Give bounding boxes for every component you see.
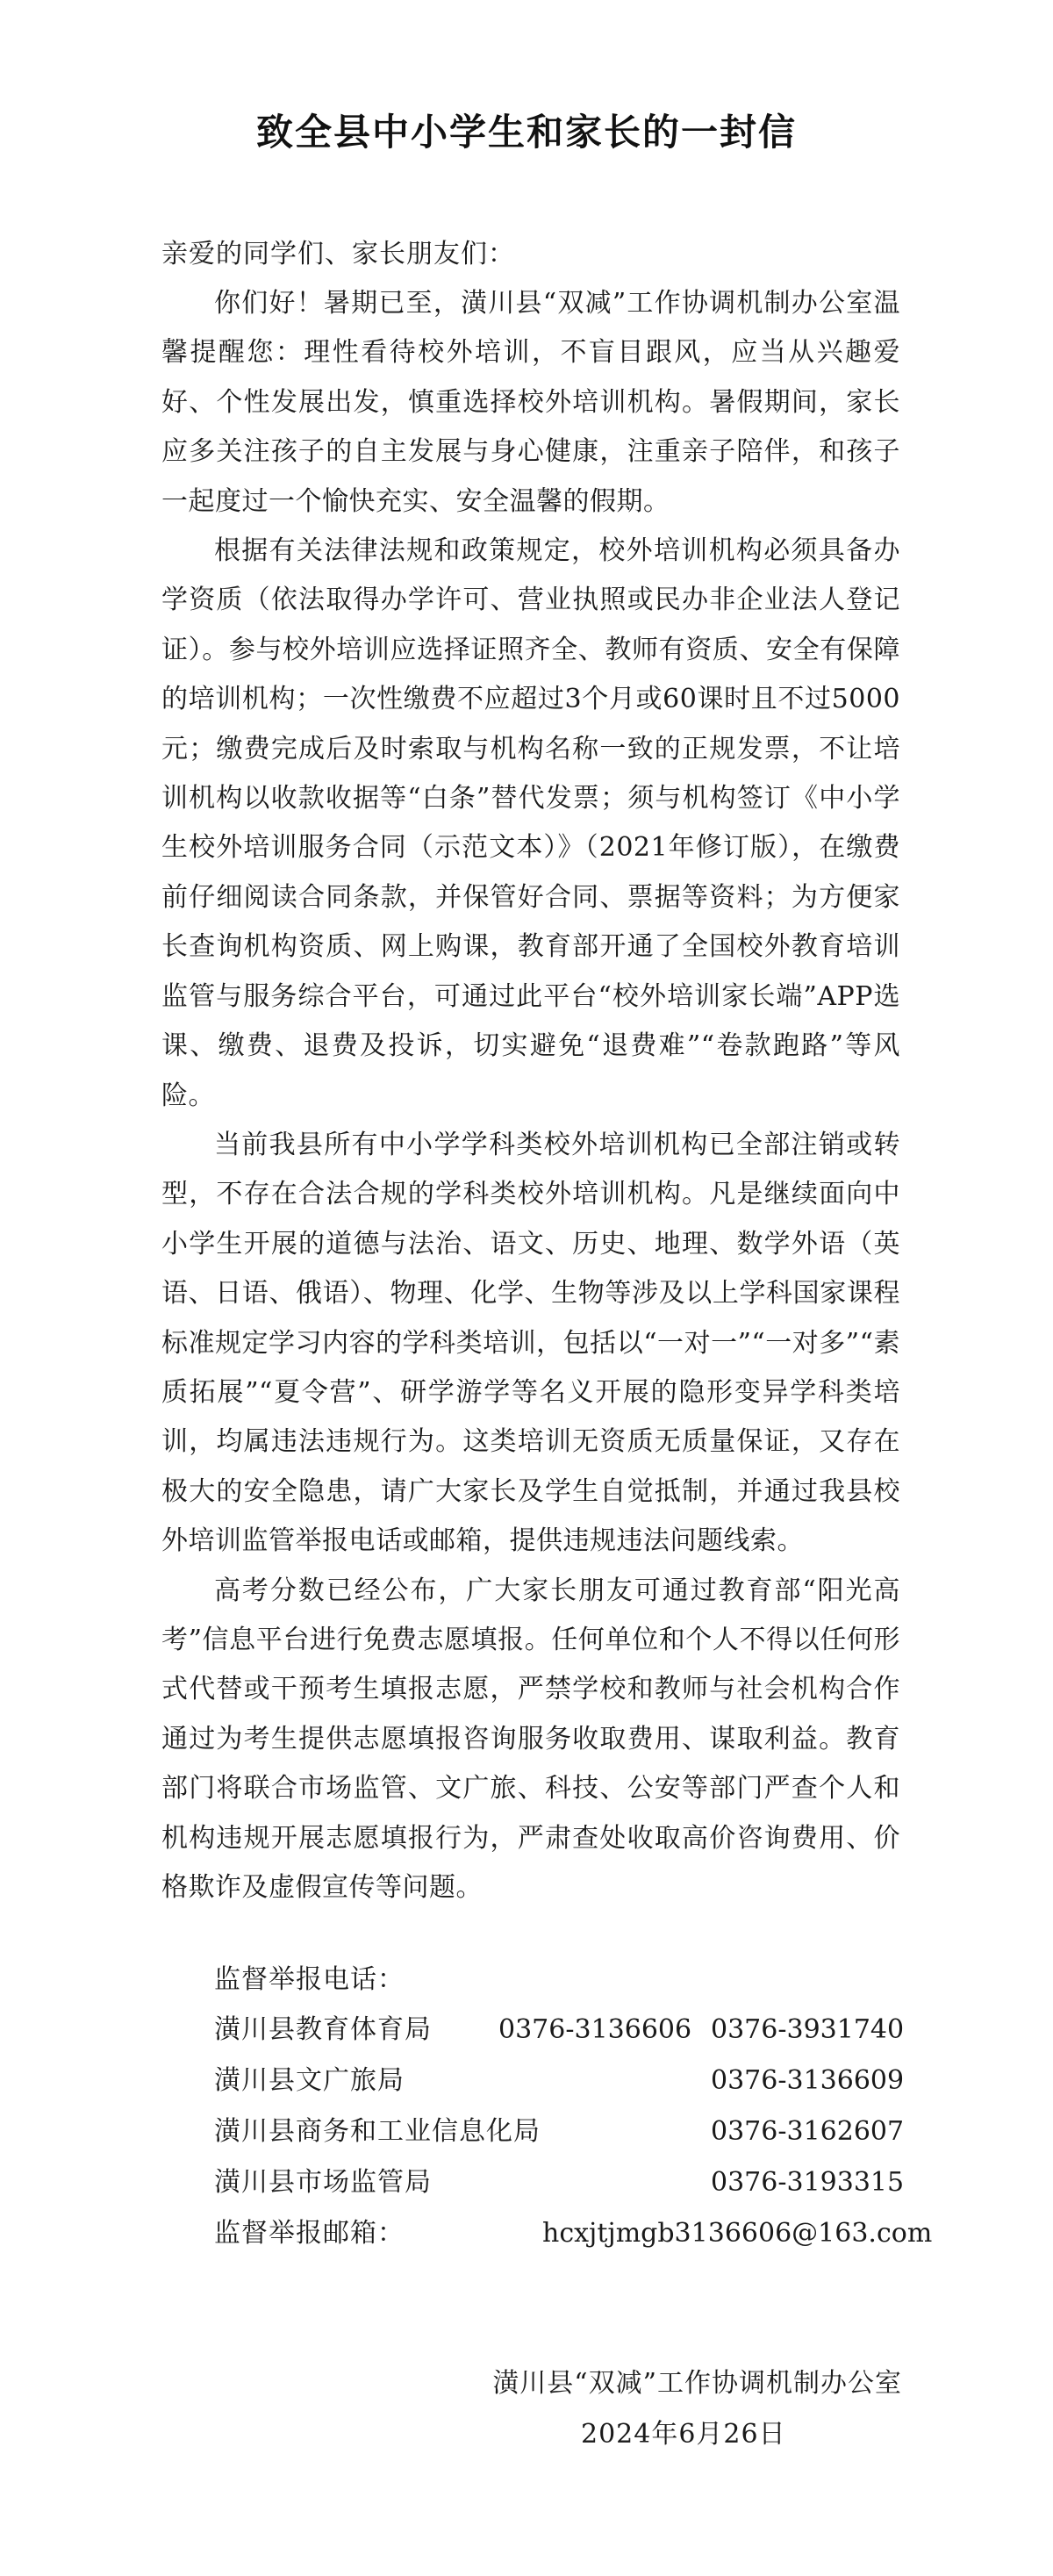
salutation: 亲爱的同学们、家长朋友们： [161,239,515,269]
report-org: 潢川县教育体育局 [214,2014,432,2045]
report-email-row [214,2208,933,2259]
report-row [214,2106,916,2157]
signature-office: 潢川县“双减”工作协调机制办公室 [492,2368,902,2399]
page-title: 致全县中小学生和家长的一封信 [255,111,797,154]
report-org: 潢川县市场监管局 [214,2167,432,2198]
report-phone-heading: 监督举报电话： [214,1964,405,1995]
report-phone: 0376-3193315 [711,2167,905,2198]
report-contacts [214,1955,933,2259]
report-phone: 0376-3931740 [711,2014,905,2045]
signature-date: 2024年6月26日 [581,2419,786,2450]
report-row [214,2157,916,2208]
report-row [214,2005,916,2056]
report-phone: 0376-3136606 [498,2014,692,2045]
paragraph-greeting: 你们好！暑期已至，潢川县“双减”工作协调机制办公室温馨提醒您：理性看待校外培训，不盲目跟风，应当从兴趣爱好、个性发展出发，慎重选择校外培训机构。暑假期间，家长应多关注孩子的自主发展与身心健康，注重亲子陪伴，和孩子一起度过一个愉快充实、安全温馨的假期。 [161,288,900,517]
report-row [214,2056,916,2106]
paragraph-regulations: 根据有关法律法规和政策规定，校外培训机构必须具备办学资质（依法取得办学许可、营业执照或民办非企业法人登记证）。参与校外培训应选择证照齐全、教师有资质、安全有保障的培训机构；一次性缴费不应超过3个月或60课时且不过5000元；缴费完成后及时索取与机构名称一致的正规发票，不让培训机构以收款收据等“白条”替代发票；须与机构签订《中小学生校外培训服务合同（示范文本）》（2021年修订版），在缴费前仔细阅读合同条款，并保管好合同、票据等资料；为方便家长查询机构资质、网上购课，教育部开通了全国校外教育培训监管与服务综合平台，可通过此平台“校外培训家长端”APP选课、缴费、退费及投诉，切实避免“退费难”“卷款跑路”等风险。 [161,535,900,1111]
paragraph-gaokao: 高考分数已经公布，广大家长朋友可通过教育部“阳光高考”信息平台进行免费志愿填报。任何单位和个人不得以任何形式代替或干预考生填报志愿，严禁学校和教师与社会机构合作通过为考生提供志愿填报咨询服务收取费用、谋取利益。教育部门将联合市场监管、文广旅、科技、公安等部门严查个人和机构违规开展志愿填报行为，严肃查处收取高价咨询费用、价格欺诈及虚假宣传等问题。 [161,1575,900,1903]
report-phone: 0376-3136609 [711,2065,905,2096]
report-email: hcxjtjmgb3136606@163.com [542,2218,933,2249]
report-org: 潢川县商务和工业信息化局 [214,2116,541,2147]
letter-body [161,279,900,1912]
report-phone: 0376-3162607 [711,2116,905,2147]
paragraph-subject-training: 当前我县所有中小学学科类校外培训机构已全部注销或转型，不存在合法合规的学科类校外培训机构。凡是继续面向中小学生开展的道德与法治、语文、历史、地理、数学外语（英语、日语、俄语）、物理、化学、生物等涉及以上学科国家课程标准规定学习内容的学科类培训，包括以“一对一”“一对多”“素质拓展”“夏令营”、研学游学等名义开展的隐形变异学科类培训，均属违法违规行为。这类培训无资质无质量保证，又存在极大的安全隐患，请广大家长及学生自觉抵制，并通过我县校外培训监管举报电话或邮箱，提供违规违法问题线索。 [161,1129,900,1557]
report-org: 潢川县文广旅局 [214,2065,405,2096]
report-email-label: 监督举报邮箱： [214,2218,405,2249]
